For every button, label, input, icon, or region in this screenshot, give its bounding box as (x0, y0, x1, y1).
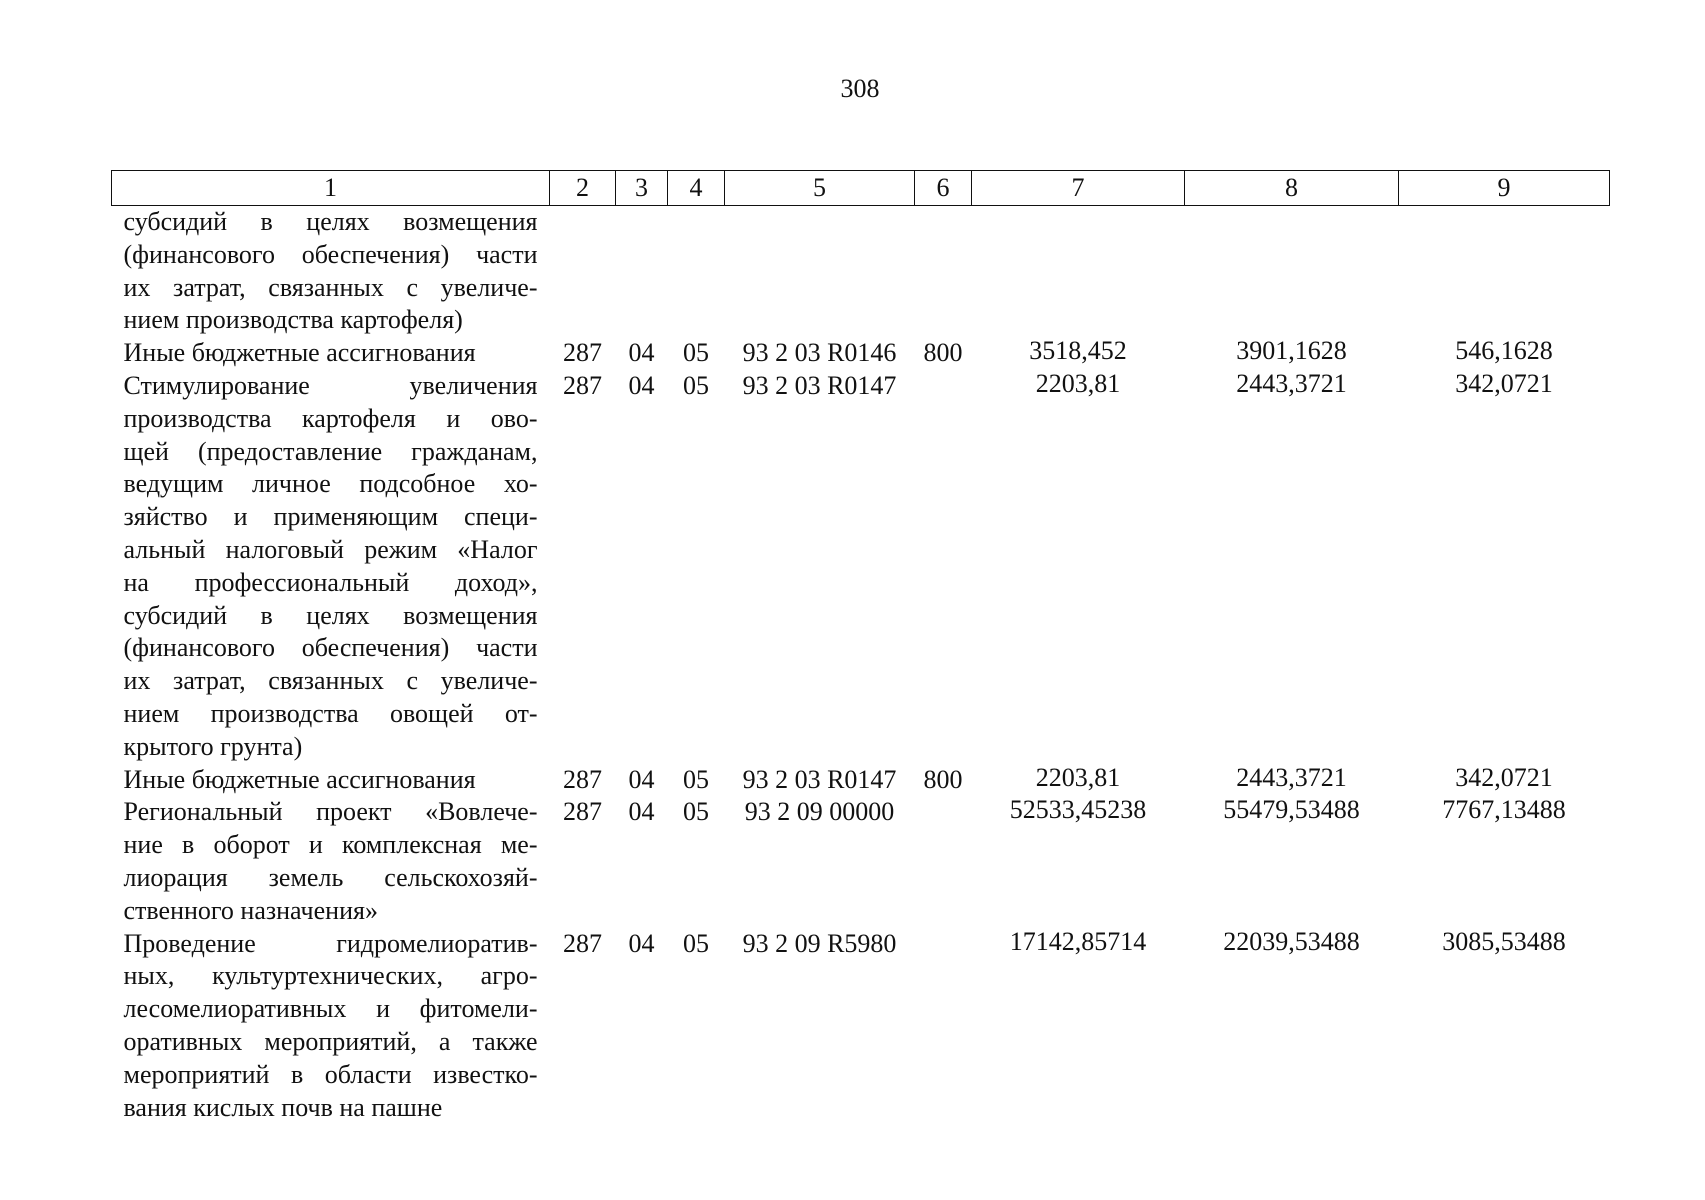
header-col-7: 7 (972, 171, 1185, 206)
name-line: Иные бюджетные ассигнования (123, 764, 476, 794)
cell-amount-col9 (1399, 764, 1610, 797)
header-col-2: 2 (550, 171, 616, 206)
cell-grbs (550, 764, 616, 797)
header-col-5: 5 (725, 171, 915, 206)
name-line: лиорация земель сельскохозяй- (123, 862, 538, 892)
name-line: на профессиональный доход», (123, 567, 538, 597)
name-line: их затрат, связанных с увеличе- (123, 272, 538, 302)
cell-target-article-value: 93 2 09 00000 (744, 797, 895, 827)
page-number: 308 (840, 74, 880, 103)
cell-target-article (725, 337, 915, 370)
cell-amount-col8 (1185, 796, 1399, 927)
cell-amount-col7 (972, 206, 1185, 338)
cell-amount-col8-value: 22039,53488 (1223, 926, 1360, 956)
header-col-9: 9 (1399, 171, 1610, 206)
header-col-8: 8 (1185, 171, 1399, 206)
cell-section-value: 04 (628, 764, 655, 794)
cell-grbs-value: 287 (563, 370, 602, 400)
cell-name (112, 337, 550, 370)
cell-name (112, 206, 550, 338)
cell-grbs-value: 287 (563, 764, 602, 794)
cell-expense-type-value: 800 (923, 338, 963, 368)
cell-amount-col8 (1185, 370, 1399, 764)
cell-expense-type (915, 370, 972, 764)
cell-amount-col7-value: 17142,85714 (1009, 926, 1147, 956)
cell-amount-col9-value: 342,0721 (1455, 762, 1553, 792)
cell-amount-col8 (1185, 206, 1399, 338)
cell-amount-col7-value: 2203,81 (1035, 762, 1121, 792)
cell-amount-col9-value: 342,0721 (1455, 368, 1553, 398)
name-line: Иные бюджетные ассигнования (123, 338, 476, 368)
cell-amount-col9 (1399, 337, 1610, 370)
name-line: альный налоговый режим «Налог (123, 534, 538, 564)
cell-grbs-value: 287 (563, 928, 602, 958)
cell-subsection (668, 206, 725, 338)
cell-section (616, 206, 668, 338)
cell-amount-col7 (972, 796, 1185, 927)
cell-grbs (550, 370, 616, 764)
cell-amount-col8 (1185, 928, 1399, 1125)
cell-subsection (668, 928, 725, 1125)
table-row (112, 796, 1610, 927)
cell-expense-type-value: 800 (923, 764, 963, 794)
cell-subsection (668, 796, 725, 927)
cell-section-value: 04 (628, 928, 655, 958)
name-line: крытого грунта) (123, 731, 303, 761)
name-line: щей (предоставление гражданам, (123, 436, 538, 466)
name-line: ных, культуртехнических, агро- (123, 961, 538, 991)
cell-subsection-value: 05 (683, 370, 709, 400)
name-line: их затрат, связанных с увеличе- (123, 666, 538, 696)
cell-amount-col8-value: 2443,3721 (1236, 762, 1347, 792)
cell-amount-col9-value: 7767,13488 (1442, 795, 1566, 825)
cell-subsection-value: 05 (683, 764, 709, 794)
cell-amount-col8 (1185, 337, 1399, 370)
cell-name (112, 370, 550, 764)
name-line: лесомелиоративных и фитомели- (123, 994, 538, 1024)
cell-subsection (668, 337, 725, 370)
cell-section-value: 04 (628, 338, 655, 368)
table-row (112, 337, 1610, 370)
cell-amount-col7-value: 2203,81 (1035, 368, 1121, 398)
cell-section (616, 796, 668, 927)
cell-target-article-value: 93 2 03 R0147 (742, 370, 897, 400)
cell-amount-col9-value: 546,1628 (1455, 336, 1553, 366)
cell-expense-type (915, 796, 972, 927)
cell-target-article-value: 93 2 09 R5980 (742, 928, 897, 958)
cell-amount-col7 (972, 764, 1185, 797)
cell-subsection-value: 05 (683, 338, 709, 368)
name-line: ние в оборот и комплексная ме- (123, 830, 538, 860)
cell-grbs (550, 206, 616, 338)
cell-amount-col8-value: 3901,1628 (1236, 336, 1347, 366)
header-row (112, 171, 1610, 206)
cell-expense-type (915, 337, 972, 370)
name-line: субсидий в целях возмещения (123, 600, 538, 630)
cell-amount-col9 (1399, 796, 1610, 927)
name-line: нием производства картофеля) (123, 305, 463, 335)
name-line: (финансового обеспечения) части (123, 239, 538, 269)
cell-amount-col7-value: 3518,452 (1029, 336, 1127, 366)
header-col-3: 3 (616, 171, 668, 206)
cell-grbs (550, 928, 616, 1125)
name-line: Региональный проект «Вовлече- (123, 797, 538, 827)
cell-amount-col7 (972, 337, 1185, 370)
name-line: ственного назначения» (123, 895, 378, 925)
cell-name (112, 928, 550, 1125)
cell-target-article (725, 370, 915, 764)
name-line: субсидий в целях возмещения (123, 207, 538, 236)
table-row (112, 370, 1610, 764)
name-line: Проведение гидромелиоратив- (123, 928, 538, 958)
cell-amount-col9 (1399, 206, 1610, 338)
cell-name (112, 764, 550, 797)
cell-amount-col8-value: 55479,53488 (1223, 795, 1360, 825)
name-line: зяйство и применяющим специ- (123, 502, 538, 532)
cell-grbs-value: 287 (563, 797, 602, 827)
cell-amount-col9 (1399, 928, 1610, 1125)
cell-subsection-value: 05 (683, 797, 709, 827)
table-row (112, 206, 1610, 338)
cell-section (616, 370, 668, 764)
cell-section (616, 928, 668, 1125)
name-line: вания кислых почв на пашне (123, 1092, 443, 1122)
cell-section (616, 337, 668, 370)
table-row (112, 928, 1610, 1125)
name-line: ведущим личное подсобное хо- (123, 469, 538, 499)
cell-subsection-value: 05 (683, 928, 709, 958)
cell-expense-type (915, 928, 972, 1125)
cell-expense-type (915, 764, 972, 797)
cell-amount-col8 (1185, 764, 1399, 797)
header-col-6: 6 (915, 171, 972, 206)
name-line: оративных мероприятий, а также (123, 1026, 538, 1056)
cell-amount-col7 (972, 928, 1185, 1125)
cell-amount-col9 (1399, 370, 1610, 764)
cell-target-article (725, 796, 915, 927)
cell-target-article-value: 93 2 03 R0146 (742, 338, 897, 368)
cell-amount-col9-value: 3085,53488 (1442, 926, 1566, 956)
cell-target-article (725, 764, 915, 797)
table-header (112, 171, 1610, 206)
header-col-1: 1 (112, 171, 550, 206)
budget-table (111, 170, 1610, 1124)
cell-section-value: 04 (628, 370, 655, 400)
table-row (112, 764, 1610, 797)
name-line: Стимулирование увеличения (123, 370, 538, 400)
cell-amount-col8-value: 2443,3721 (1236, 368, 1347, 398)
name-line: (финансового обеспечения) части (123, 633, 538, 663)
table-body (112, 206, 1610, 1125)
cell-target-article (725, 206, 915, 338)
name-line: производства картофеля и ово- (123, 403, 538, 433)
cell-expense-type (915, 206, 972, 338)
cell-section (616, 764, 668, 797)
cell-target-article-value: 93 2 03 R0147 (742, 764, 897, 794)
cell-subsection (668, 370, 725, 764)
cell-target-article (725, 928, 915, 1125)
cell-section-value: 04 (628, 797, 655, 827)
cell-amount-col7-value: 52533,45238 (1009, 795, 1147, 825)
name-line: нием производства овощей от- (123, 698, 538, 728)
cell-amount-col7 (972, 370, 1185, 764)
cell-grbs (550, 337, 616, 370)
cell-grbs (550, 796, 616, 927)
header-col-4: 4 (668, 171, 725, 206)
name-line: мероприятий в области известко- (123, 1059, 538, 1089)
cell-name (112, 796, 550, 927)
cell-subsection (668, 764, 725, 797)
cell-grbs-value: 287 (563, 338, 602, 368)
